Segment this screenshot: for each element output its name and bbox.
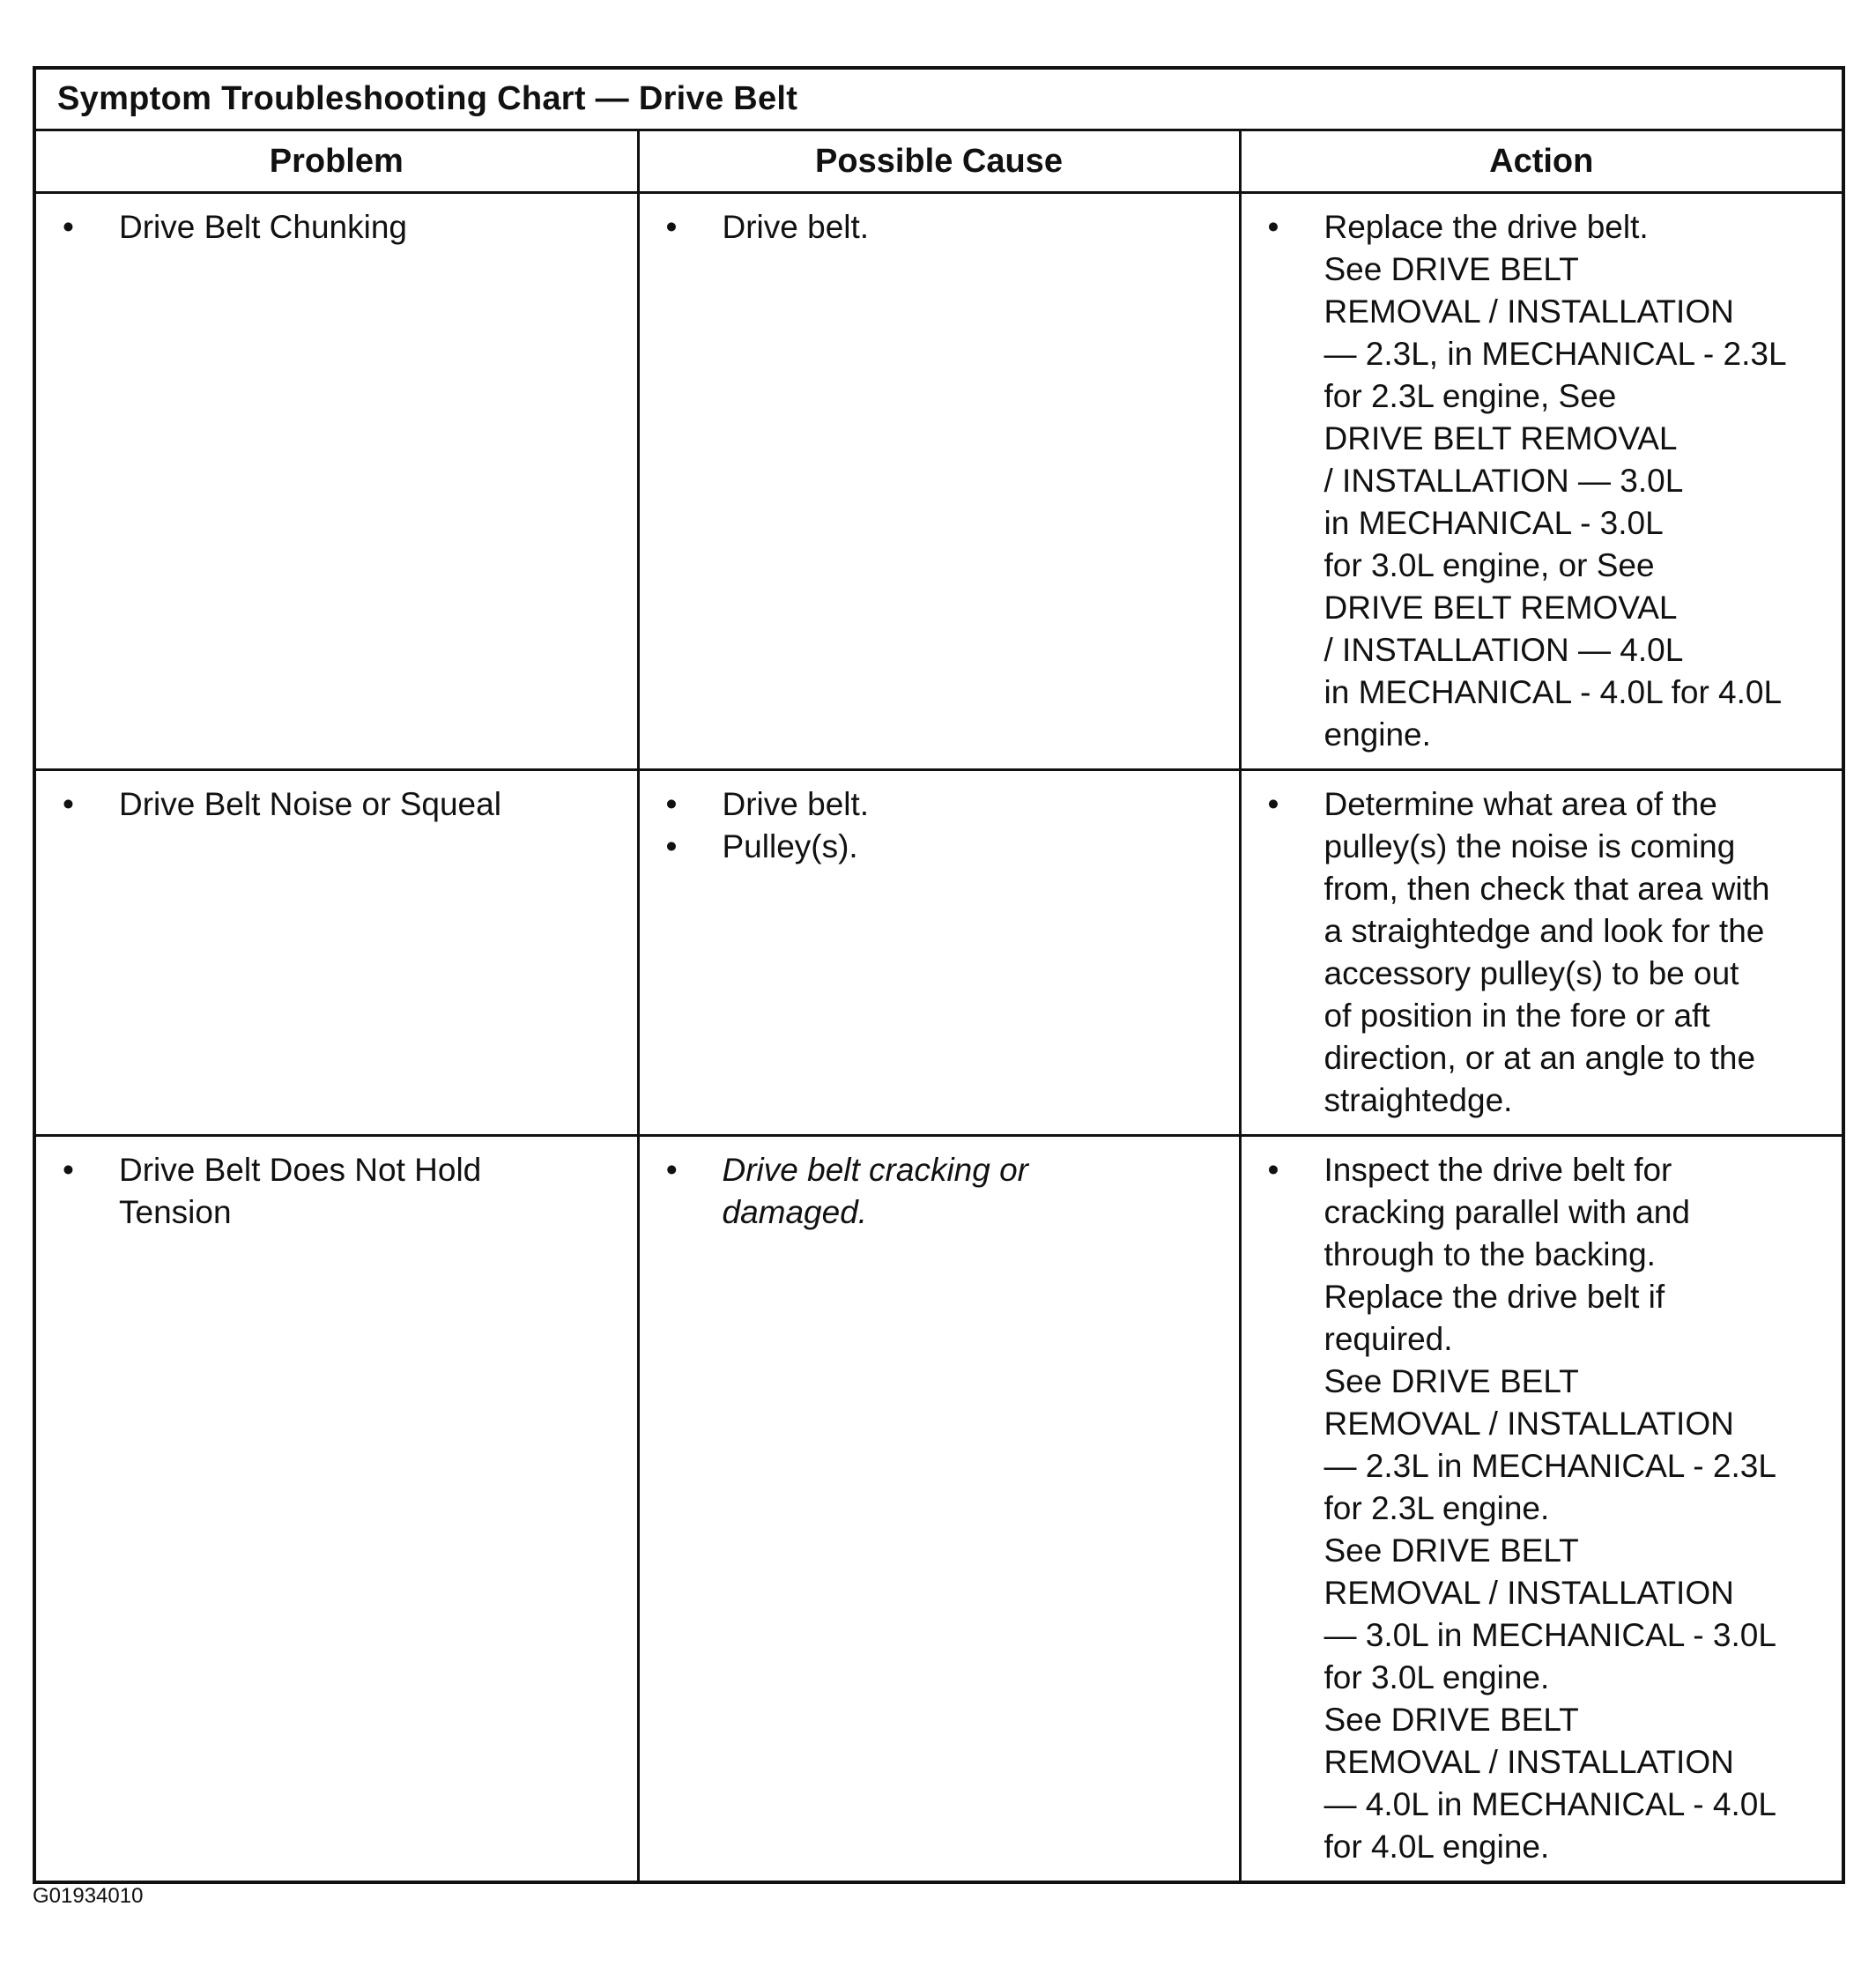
action-line: — 2.3L in MECHANICAL - 2.3L bbox=[1324, 1448, 1776, 1484]
action-item bbox=[1263, 206, 1821, 756]
cause-item: • Drive belt. bbox=[661, 783, 1218, 826]
problem-cell bbox=[36, 770, 638, 1136]
cause-line: damaged. bbox=[722, 1194, 868, 1230]
action-line: • Determine what area of the bbox=[1324, 786, 1717, 822]
problem-cell bbox=[36, 1136, 638, 1881]
action-line: • Replace the drive belt. bbox=[1324, 209, 1649, 245]
action-line: for 3.0L engine. bbox=[1324, 1659, 1550, 1695]
header-problem: Problem bbox=[36, 131, 638, 193]
troubleshooting-table bbox=[36, 131, 1842, 1881]
table-row bbox=[36, 770, 1842, 1136]
action-line: for 4.0L engine. bbox=[1324, 1829, 1550, 1865]
action-line: • Inspect the drive belt for bbox=[1324, 1152, 1672, 1188]
table-row bbox=[36, 1136, 1842, 1881]
action-line: Replace the drive belt if bbox=[1324, 1279, 1665, 1315]
action-line: through to the backing. bbox=[1324, 1236, 1656, 1272]
action-cell bbox=[1240, 1136, 1842, 1881]
action-line: — 4.0L in MECHANICAL - 4.0L bbox=[1324, 1786, 1776, 1822]
figure-id: G01934010 bbox=[33, 1884, 144, 1908]
problem-cell bbox=[36, 193, 638, 770]
action-item bbox=[1263, 1149, 1821, 1868]
action-line: in MECHANICAL - 3.0L bbox=[1324, 505, 1664, 541]
action-line: in MECHANICAL - 4.0L for 4.0L bbox=[1324, 674, 1783, 710]
action-line: See DRIVE BELT bbox=[1324, 1532, 1579, 1569]
action-line: See DRIVE BELT bbox=[1324, 1702, 1579, 1738]
action-line: See DRIVE BELT bbox=[1324, 1363, 1579, 1399]
header-possible-cause: Possible Cause bbox=[638, 131, 1240, 193]
cause-line: • Drive belt cracking or bbox=[722, 1152, 1029, 1188]
action-line: straightedge. bbox=[1324, 1082, 1513, 1118]
problem-item: • Drive Belt Noise or Squeal bbox=[57, 783, 616, 826]
action-item bbox=[1263, 783, 1821, 1122]
action-line: of position in the fore or aft bbox=[1324, 998, 1710, 1034]
action-line: cracking parallel with and bbox=[1324, 1194, 1690, 1230]
action-line: engine. bbox=[1324, 716, 1431, 753]
cause-cell bbox=[638, 193, 1240, 770]
cause-cell bbox=[638, 770, 1240, 1136]
action-line: See DRIVE BELT bbox=[1324, 251, 1579, 287]
action-line: / INSTALLATION — 4.0L bbox=[1324, 632, 1684, 668]
troubleshooting-chart bbox=[33, 66, 1845, 1884]
action-line: accessory pulley(s) to be out bbox=[1324, 955, 1739, 991]
cause-cell bbox=[638, 1136, 1240, 1881]
action-line: DRIVE BELT REMOVAL bbox=[1324, 590, 1678, 626]
problem-line: • Drive Belt Does Not Hold bbox=[119, 1152, 482, 1188]
action-line: for 3.0L engine, or See bbox=[1324, 547, 1655, 583]
action-line: from, then check that area with bbox=[1324, 871, 1770, 907]
action-cell bbox=[1240, 193, 1842, 770]
header-action: Action bbox=[1240, 131, 1842, 193]
action-line: — 3.0L in MECHANICAL - 3.0L bbox=[1324, 1617, 1776, 1653]
action-line: REMOVAL / INSTALLATION bbox=[1324, 1406, 1734, 1442]
action-line: DRIVE BELT REMOVAL bbox=[1324, 420, 1678, 456]
action-line: — 2.3L, in MECHANICAL - 2.3L bbox=[1324, 336, 1787, 372]
header-row bbox=[36, 131, 1842, 193]
cause-item: • Pulley(s). bbox=[661, 826, 1218, 868]
action-cell bbox=[1240, 770, 1842, 1136]
problem-item: • Drive Belt Chunking bbox=[57, 206, 616, 249]
cause-item bbox=[661, 1149, 1218, 1234]
table-row bbox=[36, 193, 1842, 770]
action-line: for 2.3L engine, See bbox=[1324, 378, 1617, 414]
chart-title: Symptom Troubleshooting Chart — Drive Belt bbox=[36, 70, 1842, 131]
action-line: direction, or at an angle to the bbox=[1324, 1040, 1756, 1076]
action-line: pulley(s) the noise is coming bbox=[1324, 828, 1736, 864]
action-line: REMOVAL / INSTALLATION bbox=[1324, 1575, 1734, 1611]
problem-item bbox=[57, 1149, 616, 1234]
cause-item: • Drive belt. bbox=[661, 206, 1218, 249]
action-line: / INSTALLATION — 3.0L bbox=[1324, 463, 1684, 499]
action-line: REMOVAL / INSTALLATION bbox=[1324, 1744, 1734, 1780]
action-line: a straightedge and look for the bbox=[1324, 913, 1765, 949]
action-line: for 2.3L engine. bbox=[1324, 1490, 1550, 1526]
action-line: REMOVAL / INSTALLATION bbox=[1324, 293, 1734, 330]
problem-line: Tension bbox=[119, 1194, 232, 1230]
action-line: required. bbox=[1324, 1321, 1453, 1357]
